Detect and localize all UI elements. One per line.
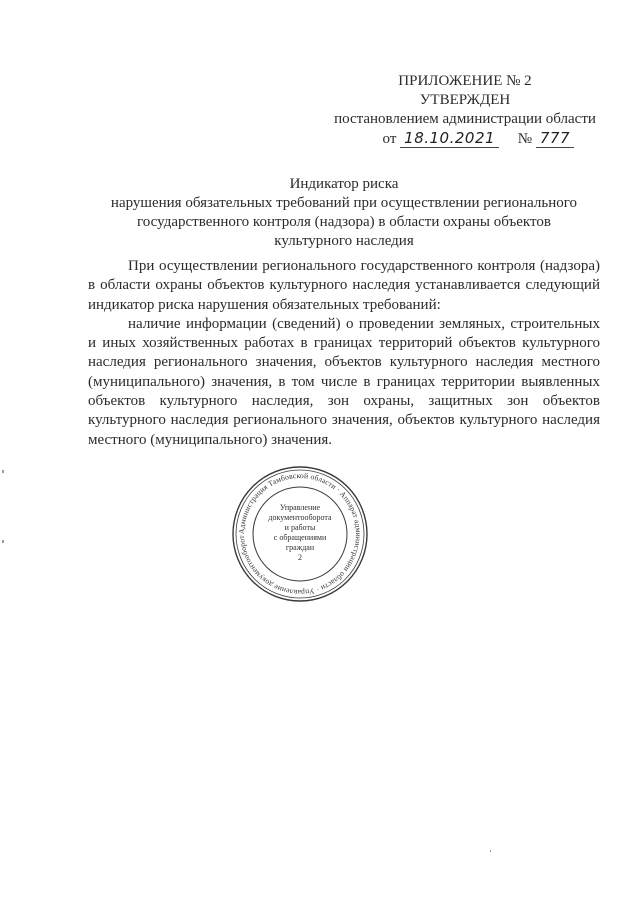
title-line-1: Индикатор риска (289, 176, 399, 192)
stamp-inner-line-3: и работы (284, 523, 316, 532)
annex-label: ПРИЛОЖЕНИЕ № 2 (398, 73, 532, 89)
scan-speck (2, 540, 4, 543)
paragraph-2: наличие информации (сведений) о проведении земляных, строительных и иных хозяйственных работах в границах территорий объектов культурного наследия регионального значения, объектов культурного наследия местного (муниципального) значения, в том числе в границах территории выявленных объектов культурного наследия, зон охраны, защитных зон объектов культурного наследия регионального значения, объектов культурного наследия местного (муниципального) значения. (88, 315, 600, 448)
title-line-2: нарушения обязательных требований при осуществлении регионального (110, 195, 578, 211)
stamp-ring-text: Администрация Тамбовской области · Аппарат администрации области · Управление документооборот (236, 470, 364, 598)
document-title (88, 175, 600, 251)
date-number-line (330, 129, 600, 149)
approval-block (330, 72, 600, 149)
official-stamp (231, 465, 369, 603)
date-prefix: от (382, 131, 397, 147)
stamp-inner-line-5: граждан (285, 543, 315, 552)
document-body (88, 257, 600, 450)
approved-label: УТВЕРЖДЕН (419, 92, 511, 108)
stamp-inner-text (267, 503, 333, 563)
stamp-inner-line-2: документооборота (268, 513, 332, 522)
title-line-3: государственного контроля (надзора) в области охраны объектов (137, 214, 551, 230)
title-line-4: культурного наследия (274, 233, 414, 249)
handwritten-number: 777 (536, 129, 574, 148)
scan-speck (2, 470, 4, 473)
number-prefix: № (517, 131, 533, 147)
stamp-inner-line-1: Управление (279, 503, 321, 512)
stamp-inner-line-4: с обращениями (273, 533, 327, 542)
scan-speck (490, 850, 491, 852)
paragraph-1: При осуществлении регионального государственного контроля (надзора) в области охраны объектов культурного наследия устанавливается следующий индикатор риска нарушения обязательных требований: (88, 258, 600, 313)
stamp-inner-number: 2 (298, 553, 302, 562)
handwritten-date: 18.10.2021 (400, 129, 499, 148)
resolution-label: постановлением администрации области (334, 111, 596, 127)
